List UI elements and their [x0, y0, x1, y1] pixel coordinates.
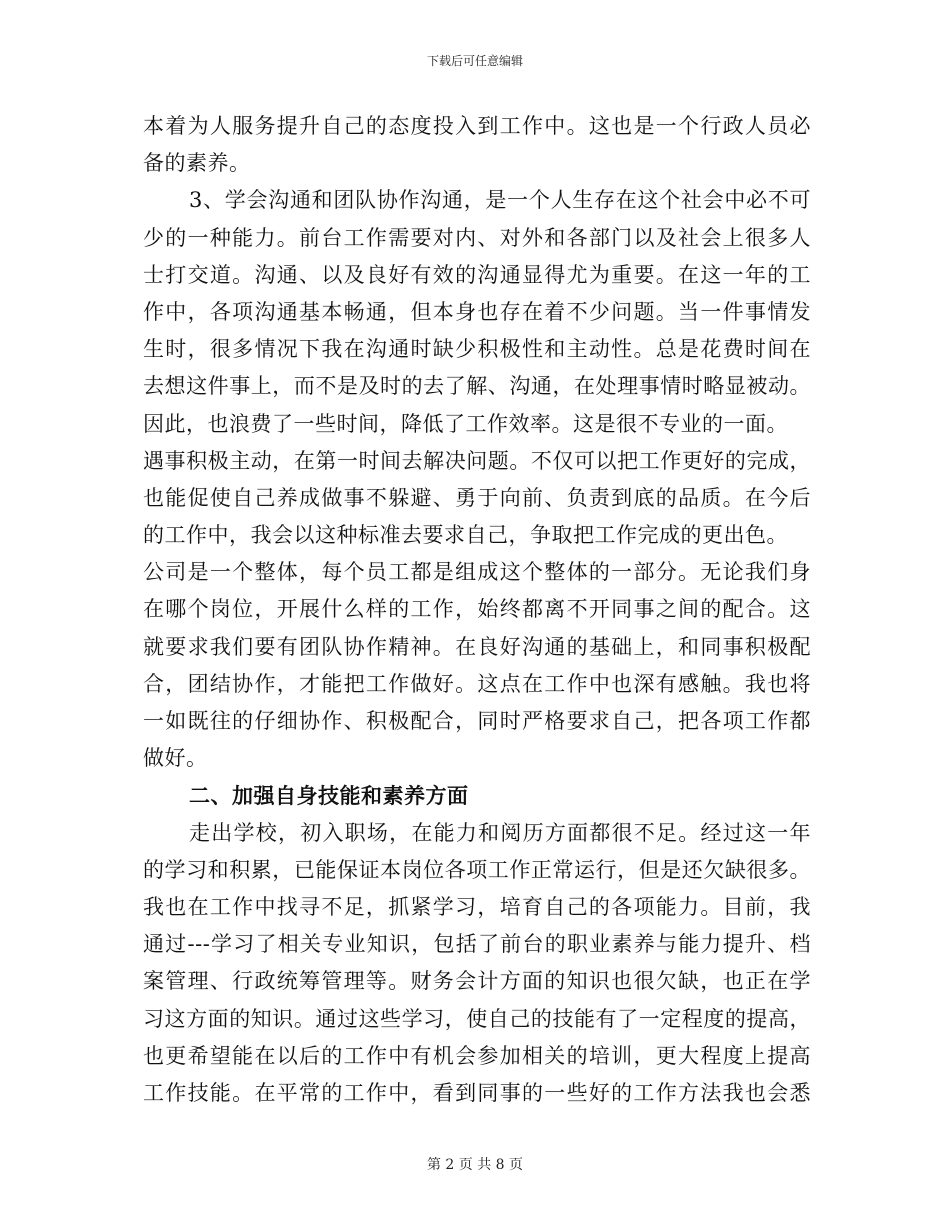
- text-line: 习这方面的知识。通过这些学习，使自己的技能有了一定程度的提高，: [143, 1006, 811, 1031]
- text-line: 合，团结协作，才能把工作做好。这点在工作中也深有感触。我也将: [143, 671, 811, 696]
- text-line: 做好。: [143, 746, 208, 771]
- text-line: 士打交道。沟通、以及良好有效的沟通显得尤为重要。在这一年的工: [143, 262, 811, 287]
- text-line: 工作技能。在平常的工作中，看到同事的一些好的工作方法我也会悉: [143, 1080, 811, 1105]
- text-line: 的工作中，我会以这种标准去要求自己，争取把工作完成的更出色。: [143, 523, 788, 548]
- page-number: 第 2 页 共 8 页: [426, 1157, 524, 1173]
- text-line: 本着为人服务提升自己的态度投入到工作中。这也是一个行政人员必: [143, 114, 811, 138]
- text-line: 我也在工作中找寻不足，抓紧学习，培育自己的各项能力。目前，我: [143, 894, 811, 919]
- text-line: 备的素养。: [143, 151, 251, 176]
- text-line: 作中，各项沟通基本畅通，但本身也存在着不少问题。当一件事情发: [143, 299, 811, 324]
- text-line: 公司是一个整体，每个员工都是组成这个整体的一部分。无论我们身: [143, 560, 811, 585]
- text-line: 生时，很多情况下我在沟通时缺少积极性和主动性。总是花费时间在: [143, 337, 811, 362]
- text-line: 一如既往的仔细协作、积极配合，同时严格要求自己，把各项工作都: [143, 709, 811, 733]
- paragraph-start-line: 走出学校，初入职场，在能力和阅历方面都很不足。经过这一年: [189, 820, 811, 845]
- text-line: 的学习和积累，已能保证本岗位各项工作正常运行，但是还欠缺很多。: [143, 857, 811, 882]
- document-body: [143, 108, 811, 1112]
- text-line: 在哪个岗位，开展什么样的工作，始终都离不开同事之间的配合。这: [143, 597, 811, 622]
- text-line: 通过---学习了相关专业知识，包括了前台的职业素养与能力提升、档: [143, 932, 811, 957]
- text-line: 去想这件事上，而不是及时的去了解、沟通，在处理事情时略显被动。: [143, 374, 811, 399]
- paragraph-start-line: 3、学会沟通和团队协作沟通，是一个人生存在这个社会中必不可: [189, 188, 811, 213]
- text-line: 也能促使自己养成做事不躲避、勇于向前、负责到底的品质。在今后: [143, 485, 811, 510]
- section-heading: 二、加强自身技能和素养方面: [189, 783, 469, 809]
- text-line: 少的一种能力。前台工作需要对内、对外和各部门以及社会上很多人: [143, 225, 811, 250]
- text-line: 遇事积极主动，在第一时间去解决问题。不仅可以把工作更好的完成，: [143, 448, 811, 473]
- text-line: 也更希望能在以后的工作中有机会参加相关的培训，更大程度上提高: [143, 1043, 811, 1068]
- text-line: 因此，也浪费了一些时间，降低了工作效率。这是很不专业的一面。: [143, 411, 788, 436]
- page-header: 下载后可任意编辑: [426, 54, 523, 68]
- text-line: 就要求我们要有团队协作精神。在良好沟通的基础上，和同事积极配: [143, 634, 811, 659]
- text-line: 案管理、行政统筹管理等。财务会计方面的知识也很欠缺，也正在学: [143, 969, 811, 994]
